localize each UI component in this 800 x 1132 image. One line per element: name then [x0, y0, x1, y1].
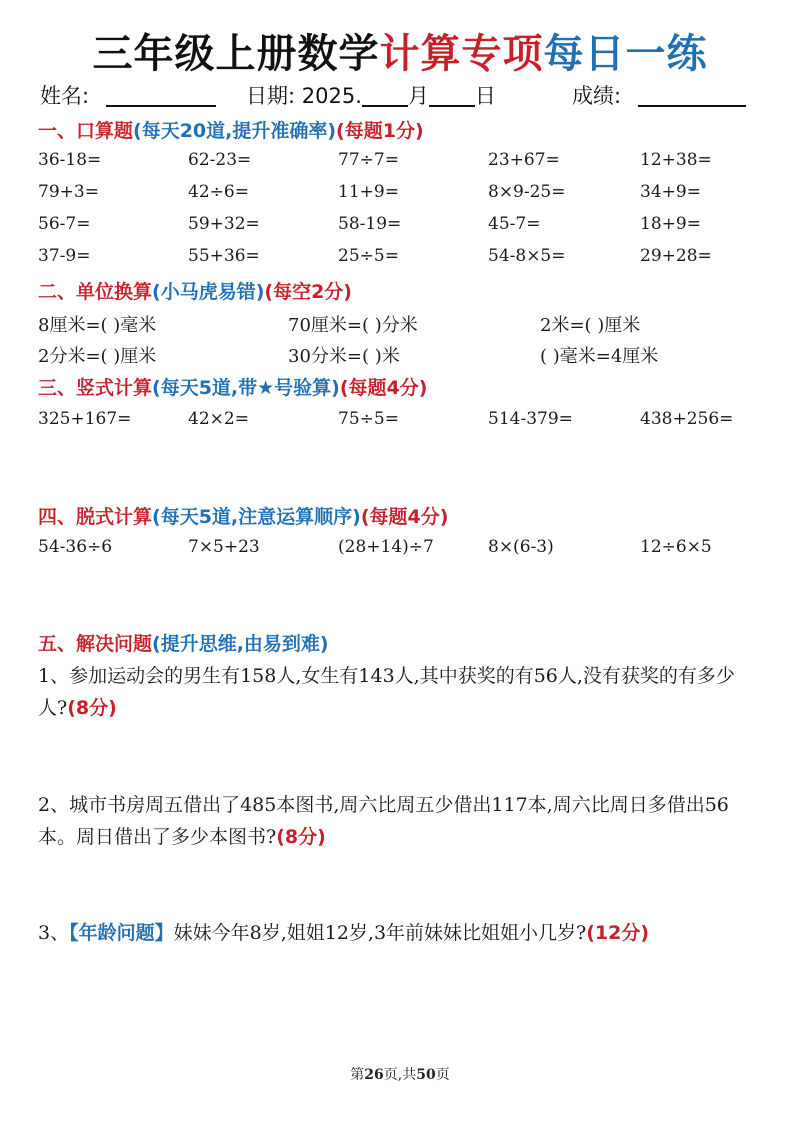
vertical-calc-problem: 325+167=	[38, 409, 132, 429]
oral-row	[0, 246, 800, 272]
section-5-title: 五、解决问题	[38, 633, 153, 655]
unit-problem: ( )毫米=4厘米	[540, 346, 659, 367]
vertical-calc-problem: 42×2=	[188, 409, 249, 429]
vertical-calc-problem: 438+256=	[640, 409, 734, 429]
section-3-score: (每题4分)	[339, 377, 428, 399]
oral-problem: 36-18=	[38, 150, 102, 170]
oral-problem: 34+9=	[640, 182, 701, 202]
name-blank[interactable]	[106, 83, 216, 107]
section-2-note: (小马虎易错)	[152, 281, 265, 303]
section-5-note: (提升思维,由易到难)	[152, 633, 329, 655]
date-field[interactable]	[246, 80, 496, 110]
vertical-calc-problem: 75÷5=	[338, 409, 399, 429]
month-blank[interactable]	[362, 83, 408, 107]
score-label: 成绩:	[572, 84, 622, 108]
footer-suffix: 页	[435, 1067, 450, 1083]
section-2-title: 二、单位换算	[38, 281, 153, 303]
unit-row	[0, 311, 800, 337]
word-problem-2-score: (8分)	[276, 826, 326, 848]
oral-problem: 11+9=	[338, 182, 399, 202]
oral-problem: 58-19=	[338, 214, 402, 234]
step-calc-problem: 54-36÷6	[38, 537, 113, 557]
unit-row	[0, 342, 800, 368]
word-problem-1	[38, 660, 763, 724]
oral-problem: 23+67=	[488, 150, 560, 170]
oral-problem: 55+36=	[188, 246, 260, 266]
section-1-header	[38, 116, 424, 143]
page-title	[0, 22, 800, 79]
step-calc-problem: 7×5+23	[188, 537, 260, 557]
oral-row	[0, 150, 800, 176]
oral-problem: 56-7=	[38, 214, 91, 234]
word-problem-2-text: 2、城市书房周五借出了485本图书,周六比周五少借出117本,周六比周日多借出56本。周日借出了多少本图书?	[38, 794, 729, 848]
section-2-header	[38, 277, 352, 304]
score-field[interactable]	[572, 80, 746, 110]
section-3-note: (每天5道,带★号验算)	[152, 377, 340, 399]
section-1-score: (每题1分)	[336, 120, 424, 142]
title-part-topic: 计算专项	[379, 31, 544, 77]
word-problem-1-score: (8分)	[67, 697, 117, 719]
oral-problem: 42÷6=	[188, 182, 249, 202]
score-blank[interactable]	[638, 83, 746, 107]
section-1-note: (每天20道,提升准确率)	[133, 120, 337, 142]
oral-row	[0, 214, 800, 240]
word-problem-3	[38, 917, 763, 949]
section-4-title: 四、脱式计算	[38, 506, 153, 528]
unit-problem: 2米=( )厘米	[540, 315, 641, 336]
word-problem-3-score: (12分)	[586, 922, 650, 944]
footer-prefix: 第	[350, 1067, 365, 1083]
oral-problem: 29+28=	[640, 246, 712, 266]
unit-problem: 30分米=( )米	[288, 346, 400, 367]
oral-row	[0, 182, 800, 208]
oral-problem: 45-7=	[488, 214, 541, 234]
page-footer	[0, 1064, 800, 1084]
title-part-daily: 每日一练	[543, 31, 708, 77]
section-4-header	[38, 502, 448, 529]
step-calc-problem: 8×(6-3)	[488, 537, 554, 557]
day-blank[interactable]	[429, 83, 475, 107]
vertical-calc-problem: 514-379=	[488, 409, 573, 429]
oral-problem: 18+9=	[640, 214, 701, 234]
oral-problem: 77÷7=	[338, 150, 399, 170]
unit-problem: 8厘米=( )毫米	[38, 315, 157, 336]
oral-problem: 59+32=	[188, 214, 260, 234]
oral-problem: 37-9=	[38, 246, 91, 266]
footer-page-number: 26	[364, 1067, 384, 1083]
word-problem-3-number: 3、	[38, 922, 70, 944]
footer-middle: 页,共	[383, 1067, 417, 1083]
day-label: 日	[474, 84, 496, 108]
name-label: 姓名:	[40, 84, 90, 108]
unit-problem: 70厘米=( )分米	[288, 315, 418, 336]
month-label: 月	[407, 84, 429, 108]
section-4-note: (每天5道,注意运算顺序)	[152, 506, 361, 528]
step-calc-problem: 12÷6×5	[640, 537, 712, 557]
date-label: 日期: 2025.	[246, 84, 362, 108]
section-3-header	[38, 373, 427, 400]
oral-problem: 12+38=	[640, 150, 712, 170]
word-problem-3-text: 妹妹今年8岁,姐姐12岁,3年前妹妹比姐姐小几岁?	[173, 922, 587, 944]
section-5-header	[38, 629, 329, 656]
oral-problem: 8×9-25=	[488, 182, 566, 202]
oral-problem: 54-8×5=	[488, 246, 566, 266]
section-3-title: 三、竖式计算	[38, 377, 153, 399]
unit-problem: 2分米=( )厘米	[38, 346, 157, 367]
section-2-score: (每空2分)	[264, 281, 352, 303]
oral-problem: 62-23=	[188, 150, 252, 170]
student-info-line	[40, 80, 760, 108]
section-1-title: 一、口算题	[38, 120, 134, 142]
vertical-calc-row	[0, 409, 800, 435]
word-problem-1-text: 1、参加运动会的男生有158人,女生有143人,其中获奖的有56人,没有获奖的有多少人?	[38, 665, 735, 719]
step-calc-row	[0, 537, 800, 563]
footer-total-pages: 50	[416, 1067, 436, 1083]
word-problem-3-tag: 【年龄问题】	[69, 922, 174, 944]
oral-problem: 25÷5=	[338, 246, 399, 266]
name-field[interactable]	[40, 80, 216, 110]
oral-problem: 79+3=	[38, 182, 99, 202]
word-problem-2	[38, 789, 763, 853]
title-part-grade: 三年级上册数学	[92, 31, 380, 77]
section-4-score: (每题4分)	[360, 506, 449, 528]
step-calc-problem: (28+14)÷7	[338, 537, 434, 557]
